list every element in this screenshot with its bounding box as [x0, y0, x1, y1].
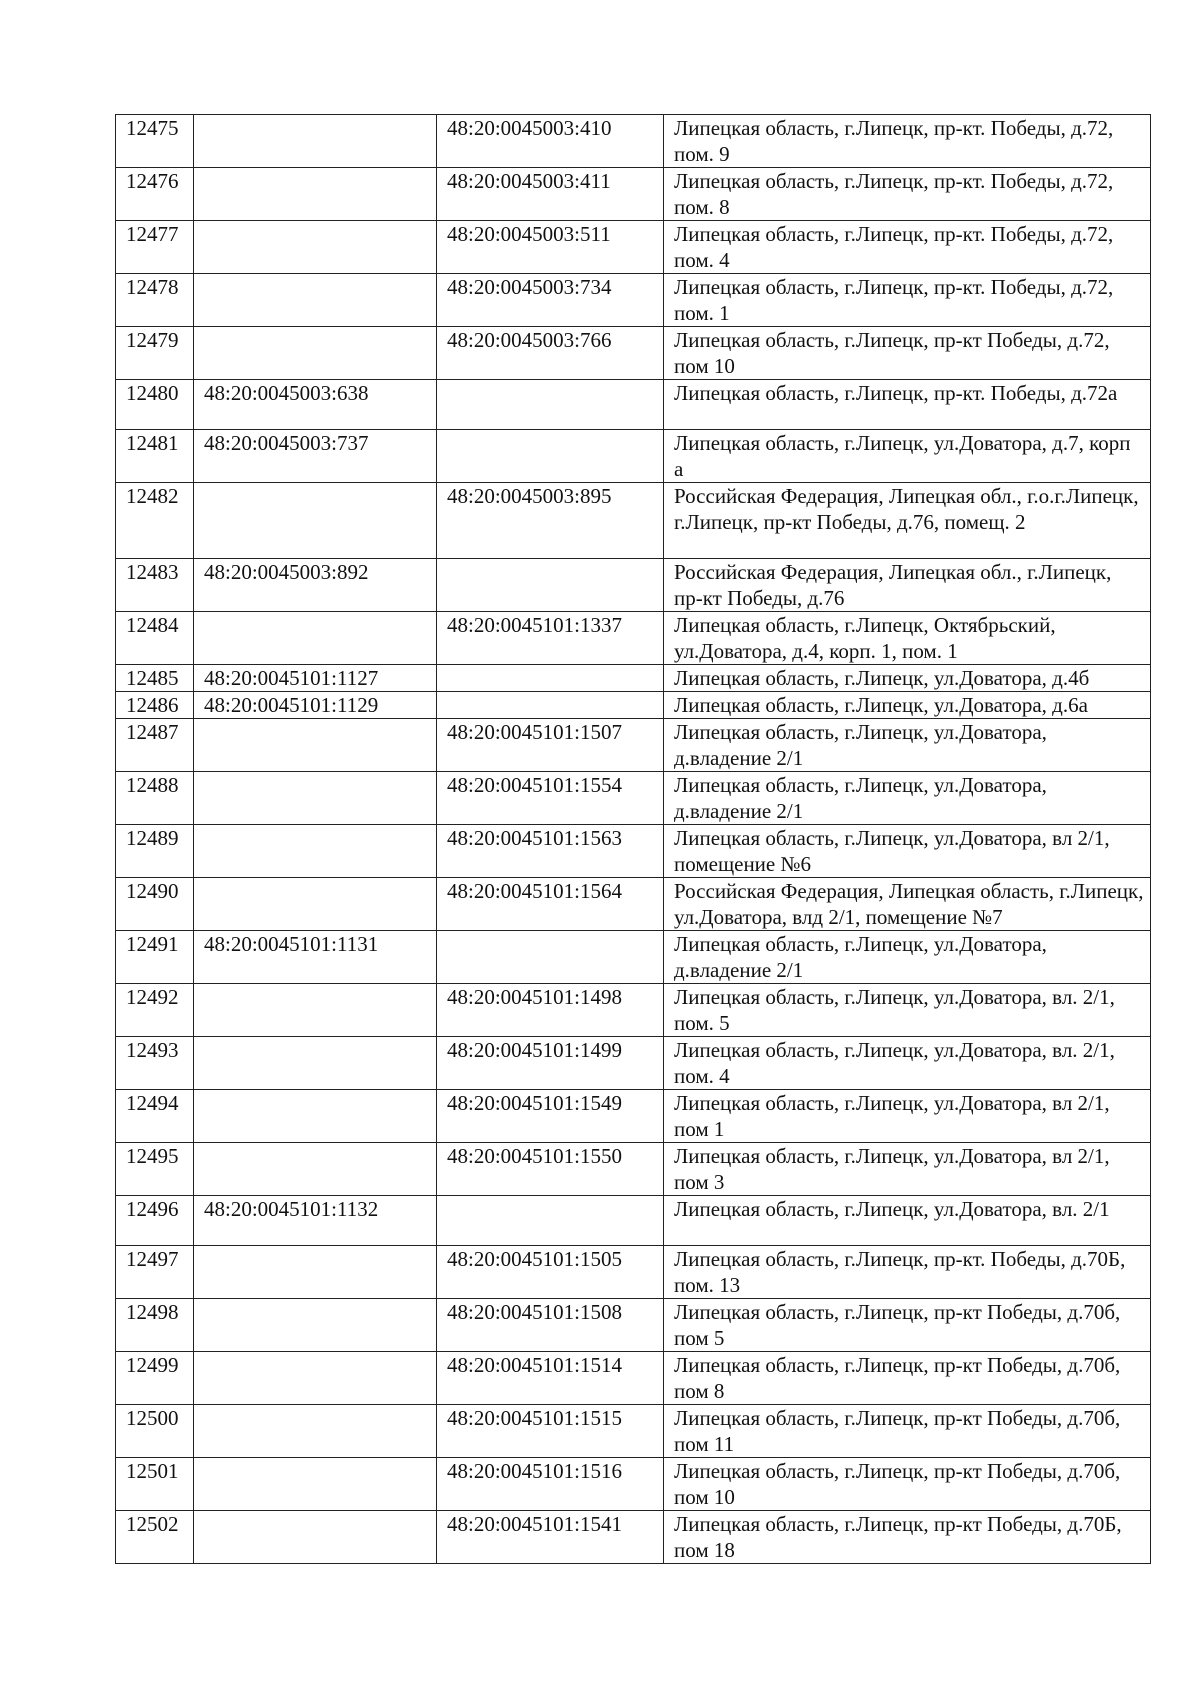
address-cell: Российская Федерация, Липецкая обл., г.о.г.Липецк, г.Липецк, пр-кт Победы, д.76, помещ. 2 [664, 483, 1151, 559]
table-row [116, 931, 1151, 984]
row-number-cell: 12492 [116, 984, 194, 1037]
address-cell: Липецкая область, г.Липецк, ул.Доватора, д.4б [664, 665, 1151, 692]
building-cadastral-number-cell: 48:20:0045101:1498 [437, 984, 664, 1037]
building-cadastral-number-cell [437, 430, 664, 483]
address-cell: Российская Федерация, Липецкая обл., г.Липецк, пр-кт Победы, д.76 [664, 559, 1151, 612]
row-number-cell: 12476 [116, 168, 194, 221]
table-row [116, 1352, 1151, 1405]
land-cadastral-number-cell [194, 878, 437, 931]
address-cell: Липецкая область, г.Липецк, ул.Доватора, вл. 2/1, пом. 5 [664, 984, 1151, 1037]
table-row [116, 1246, 1151, 1299]
row-number-cell: 12477 [116, 221, 194, 274]
address-cell: Липецкая область, г.Липецк, пр-кт Победы, д.70б, пом 11 [664, 1405, 1151, 1458]
row-number-cell: 12488 [116, 772, 194, 825]
table-row [116, 825, 1151, 878]
building-cadastral-number-cell: 48:20:0045101:1554 [437, 772, 664, 825]
building-cadastral-number-cell: 48:20:0045003:411 [437, 168, 664, 221]
land-cadastral-number-cell [194, 612, 437, 665]
land-cadastral-number-cell [194, 1299, 437, 1352]
row-number-cell: 12500 [116, 1405, 194, 1458]
building-cadastral-number-cell: 48:20:0045003:511 [437, 221, 664, 274]
building-cadastral-number-cell: 48:20:0045101:1337 [437, 612, 664, 665]
building-cadastral-number-cell [437, 559, 664, 612]
registry-table-body [116, 115, 1151, 1564]
building-cadastral-number-cell: 48:20:0045101:1508 [437, 1299, 664, 1352]
building-cadastral-number-cell: 48:20:0045003:766 [437, 327, 664, 380]
land-cadastral-number-cell [194, 1405, 437, 1458]
table-row [116, 274, 1151, 327]
address-cell: Липецкая область, г.Липецк, пр-кт. Победы, д.72, пом. 8 [664, 168, 1151, 221]
building-cadastral-number-cell [437, 1196, 664, 1246]
row-number-cell: 12491 [116, 931, 194, 984]
table-row [116, 692, 1151, 719]
building-cadastral-number-cell: 48:20:0045101:1564 [437, 878, 664, 931]
table-row [116, 327, 1151, 380]
building-cadastral-number-cell [437, 380, 664, 430]
land-cadastral-number-cell [194, 772, 437, 825]
building-cadastral-number-cell [437, 665, 664, 692]
table-row [116, 1299, 1151, 1352]
building-cadastral-number-cell: 48:20:0045101:1549 [437, 1090, 664, 1143]
table-row [116, 483, 1151, 559]
building-cadastral-number-cell [437, 931, 664, 984]
land-cadastral-number-cell: 48:20:0045101:1129 [194, 692, 437, 719]
table-row [116, 115, 1151, 168]
row-number-cell: 12482 [116, 483, 194, 559]
land-cadastral-number-cell: 48:20:0045101:1131 [194, 931, 437, 984]
land-cadastral-number-cell [194, 327, 437, 380]
building-cadastral-number-cell: 48:20:0045101:1514 [437, 1352, 664, 1405]
row-number-cell: 12502 [116, 1511, 194, 1564]
row-number-cell: 12496 [116, 1196, 194, 1246]
land-cadastral-number-cell [194, 1090, 437, 1143]
table-row [116, 1405, 1151, 1458]
table-row [116, 430, 1151, 483]
table-row [116, 559, 1151, 612]
land-cadastral-number-cell [194, 115, 437, 168]
building-cadastral-number-cell: 48:20:0045101:1516 [437, 1458, 664, 1511]
address-cell: Липецкая область, г.Липецк, ул.Доватора, вл 2/1, помещение №6 [664, 825, 1151, 878]
table-row [116, 878, 1151, 931]
address-cell: Российская Федерация, Липецкая область, г.Липецк, ул.Доватора, влд 2/1, помещение №7 [664, 878, 1151, 931]
building-cadastral-number-cell: 48:20:0045101:1499 [437, 1037, 664, 1090]
building-cadastral-number-cell: 48:20:0045003:895 [437, 483, 664, 559]
address-cell: Липецкая область, г.Липецк, ул.Доватора, вл. 2/1, пом. 4 [664, 1037, 1151, 1090]
land-cadastral-number-cell [194, 719, 437, 772]
land-cadastral-number-cell [194, 221, 437, 274]
address-cell: Липецкая область, г.Липецк, ул.Доватора, д.владение 2/1 [664, 719, 1151, 772]
table-row [116, 168, 1151, 221]
land-cadastral-number-cell: 48:20:0045003:737 [194, 430, 437, 483]
land-cadastral-number-cell [194, 825, 437, 878]
address-cell: Липецкая область, г.Липецк, пр-кт. Победы, д.72а [664, 380, 1151, 430]
table-row [116, 221, 1151, 274]
table-row [116, 380, 1151, 430]
building-cadastral-number-cell: 48:20:0045003:410 [437, 115, 664, 168]
row-number-cell: 12501 [116, 1458, 194, 1511]
land-cadastral-number-cell [194, 1511, 437, 1564]
address-cell: Липецкая область, г.Липецк, пр-кт Победы, д.70Б, пом 18 [664, 1511, 1151, 1564]
address-cell: Липецкая область, г.Липецк, пр-кт Победы, д.70б, пом 5 [664, 1299, 1151, 1352]
row-number-cell: 12493 [116, 1037, 194, 1090]
table-row [116, 984, 1151, 1037]
row-number-cell: 12481 [116, 430, 194, 483]
building-cadastral-number-cell: 48:20:0045003:734 [437, 274, 664, 327]
row-number-cell: 12490 [116, 878, 194, 931]
table-row [116, 612, 1151, 665]
address-cell: Липецкая область, г.Липецк, пр-кт. Победы, д.72, пом. 4 [664, 221, 1151, 274]
land-cadastral-number-cell [194, 1458, 437, 1511]
building-cadastral-number-cell: 48:20:0045101:1505 [437, 1246, 664, 1299]
land-cadastral-number-cell: 48:20:0045101:1127 [194, 665, 437, 692]
address-cell: Липецкая область, г.Липецк, ул.Доватора, вл. 2/1 [664, 1196, 1151, 1246]
building-cadastral-number-cell: 48:20:0045101:1563 [437, 825, 664, 878]
table-row [116, 1458, 1151, 1511]
land-cadastral-number-cell [194, 1037, 437, 1090]
table-row [116, 1143, 1151, 1196]
land-cadastral-number-cell [194, 168, 437, 221]
row-number-cell: 12475 [116, 115, 194, 168]
address-cell: Липецкая область, г.Липецк, пр-кт Победы, д.70б, пом 8 [664, 1352, 1151, 1405]
row-number-cell: 12479 [116, 327, 194, 380]
row-number-cell: 12487 [116, 719, 194, 772]
row-number-cell: 12498 [116, 1299, 194, 1352]
land-cadastral-number-cell [194, 984, 437, 1037]
table-row [116, 1511, 1151, 1564]
table-row [116, 772, 1151, 825]
address-cell: Липецкая область, г.Липецк, ул.Доватора, вл 2/1, пом 1 [664, 1090, 1151, 1143]
building-cadastral-number-cell: 48:20:0045101:1515 [437, 1405, 664, 1458]
address-cell: Липецкая область, г.Липецк, пр-кт Победы, д.70б, пом 10 [664, 1458, 1151, 1511]
table-row [116, 1090, 1151, 1143]
row-number-cell: 12499 [116, 1352, 194, 1405]
row-number-cell: 12494 [116, 1090, 194, 1143]
row-number-cell: 12485 [116, 665, 194, 692]
row-number-cell: 12484 [116, 612, 194, 665]
land-cadastral-number-cell [194, 1246, 437, 1299]
address-cell: Липецкая область, г.Липецк, ул.Доватора, вл 2/1, пом 3 [664, 1143, 1151, 1196]
row-number-cell: 12489 [116, 825, 194, 878]
row-number-cell: 12497 [116, 1246, 194, 1299]
building-cadastral-number-cell: 48:20:0045101:1541 [437, 1511, 664, 1564]
row-number-cell: 12480 [116, 380, 194, 430]
address-cell: Липецкая область, г.Липецк, ул.Доватора, д.7, корп а [664, 430, 1151, 483]
building-cadastral-number-cell [437, 692, 664, 719]
land-cadastral-number-cell [194, 483, 437, 559]
land-cadastral-number-cell: 48:20:0045003:892 [194, 559, 437, 612]
row-number-cell: 12495 [116, 1143, 194, 1196]
address-cell: Липецкая область, г.Липецк, Октябрьский, ул.Доватора, д.4, корп. 1, пом. 1 [664, 612, 1151, 665]
land-cadastral-number-cell [194, 274, 437, 327]
building-cadastral-number-cell: 48:20:0045101:1550 [437, 1143, 664, 1196]
address-cell: Липецкая область, г.Липецк, пр-кт. Победы, д.72, пом. 1 [664, 274, 1151, 327]
address-cell: Липецкая область, г.Липецк, пр-кт Победы, д.72, пом 10 [664, 327, 1151, 380]
address-cell: Липецкая область, г.Липецк, пр-кт. Победы, д.70Б, пом. 13 [664, 1246, 1151, 1299]
building-cadastral-number-cell: 48:20:0045101:1507 [437, 719, 664, 772]
address-cell: Липецкая область, г.Липецк, ул.Доватора, д.владение 2/1 [664, 931, 1151, 984]
land-cadastral-number-cell: 48:20:0045101:1132 [194, 1196, 437, 1246]
land-cadastral-number-cell [194, 1352, 437, 1405]
table-row [116, 1037, 1151, 1090]
table-row [116, 665, 1151, 692]
land-cadastral-number-cell [194, 1143, 437, 1196]
row-number-cell: 12483 [116, 559, 194, 612]
cadastral-registry-table [115, 114, 1151, 1564]
address-cell: Липецкая область, г.Липецк, ул.Доватора, д.владение 2/1 [664, 772, 1151, 825]
row-number-cell: 12486 [116, 692, 194, 719]
address-cell: Липецкая область, г.Липецк, пр-кт. Победы, д.72, пом. 9 [664, 115, 1151, 168]
table-row [116, 1196, 1151, 1246]
row-number-cell: 12478 [116, 274, 194, 327]
table-row [116, 719, 1151, 772]
address-cell: Липецкая область, г.Липецк, ул.Доватора, д.6а [664, 692, 1151, 719]
land-cadastral-number-cell: 48:20:0045003:638 [194, 380, 437, 430]
